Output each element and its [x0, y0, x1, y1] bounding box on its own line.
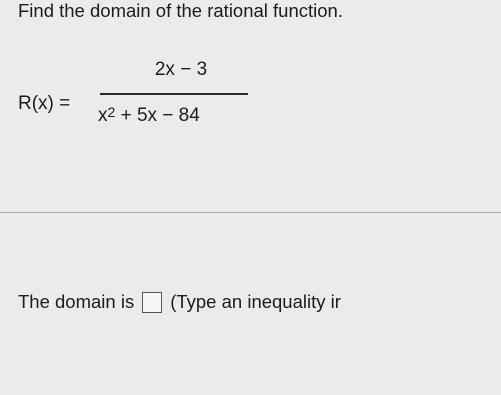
- answer-input-box[interactable]: [142, 292, 162, 313]
- fraction-numerator: 2x − 3: [154, 59, 208, 80]
- denominator-base: x: [98, 105, 108, 126]
- denominator-rest: + 5x − 84: [120, 105, 200, 126]
- function-label: R(x) =: [18, 93, 71, 114]
- section-divider: [0, 212, 501, 213]
- answer-prefix: The domain is: [18, 291, 135, 313]
- denominator-exponent: 2: [107, 104, 116, 120]
- answer-row: [18, 289, 341, 314]
- fraction-bar: [100, 93, 248, 95]
- question-prompt: Find the domain of the rational function.: [18, 0, 343, 21]
- answer-hint: (Type an inequality ir: [170, 291, 341, 313]
- fraction-denominator: [98, 104, 200, 128]
